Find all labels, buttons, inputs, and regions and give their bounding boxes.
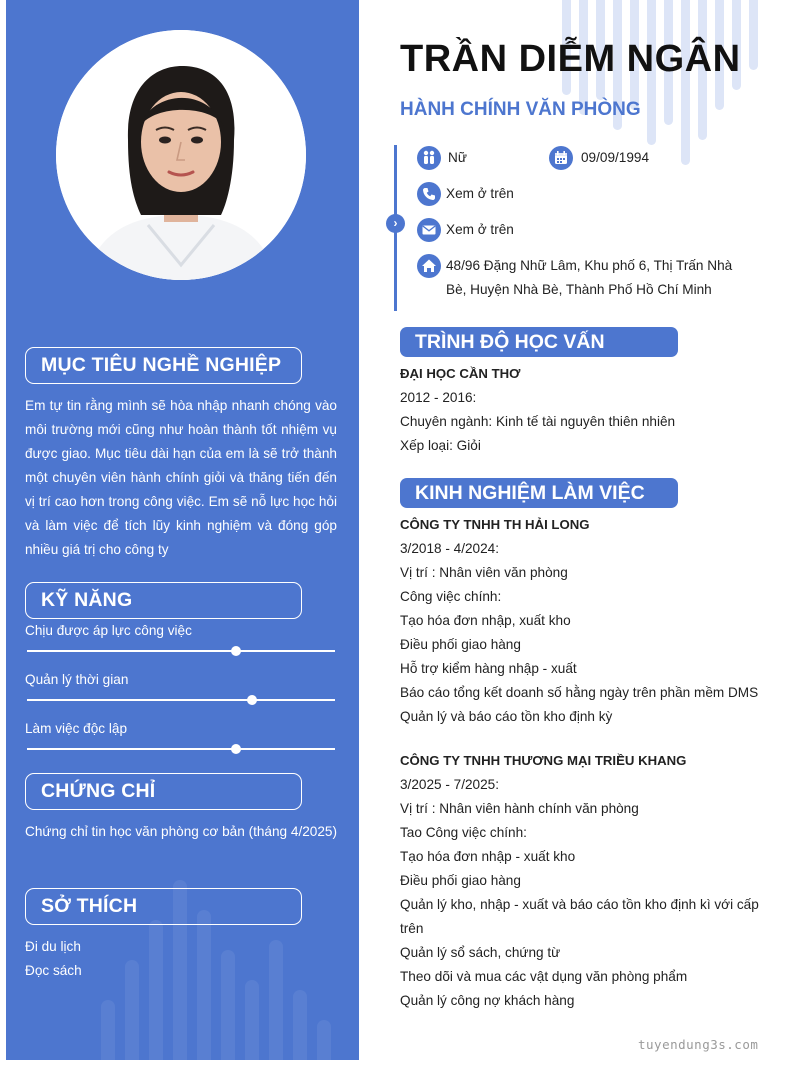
skill-level-dot <box>247 695 257 705</box>
job-entry <box>400 513 780 729</box>
skill-label: Chịu được áp lực công việc <box>25 623 192 638</box>
education-major: Chuyên ngành: Kinh tế tài nguyên thiên nhiên <box>400 414 676 429</box>
email-value: Xem ở trên <box>446 222 514 237</box>
education-grade: Xếp loại: Giỏi <box>400 438 481 453</box>
job-line: Vị trí : Nhân viên văn phòng <box>400 565 568 580</box>
email-icon <box>417 218 441 242</box>
skill-label: Làm việc độc lập <box>25 721 128 736</box>
job-line: 3/2018 - 4/2024: <box>400 541 500 556</box>
hobby-item: Đọc sách <box>25 963 82 978</box>
candidate-role: HÀNH CHÍNH VĂN PHÒNG <box>400 99 641 120</box>
education-section <box>400 362 780 458</box>
certificates-heading: CHỨNG CHỈ <box>25 773 302 810</box>
address-line: Bè, Huyện Nhà Bè, Thành Phố Hồ Chí Minh <box>446 282 712 297</box>
company-name: CÔNG TY TNHH THƯƠNG MẠI TRIỀU KHANG <box>400 753 687 768</box>
hobbies-heading: SỞ THÍCH <box>25 888 302 925</box>
job-line: Vị trí : Nhân viên hành chính văn phòng <box>400 801 639 816</box>
skill-bar <box>27 699 335 701</box>
gender-icon <box>417 146 441 170</box>
certificate-text: Chứng chỉ tin học văn phòng cơ bản (tháng 4/2025) <box>25 824 337 839</box>
job-line: Theo dõi và mua các vật dụng văn phòng phẩm <box>400 969 688 984</box>
skill-level-dot <box>231 646 241 656</box>
job-line: Điều phối giao hàng <box>400 637 521 652</box>
phone-icon <box>417 182 441 206</box>
skill-bar <box>27 650 335 652</box>
skills-heading: KỸ NĂNG <box>25 582 302 619</box>
phone-value: Xem ở trên <box>446 186 514 201</box>
job-line: Báo cáo tổng kết doanh số hằng ngày trên phần mềm DMS <box>400 685 759 700</box>
company-name: CÔNG TY TNHH TH HẢI LONG <box>400 517 590 532</box>
chevron-right-icon: › <box>386 214 405 233</box>
dob-value: 09/09/1994 <box>581 150 650 165</box>
hobby-item: Đi du lịch <box>25 939 81 954</box>
job-line: Hỗ trợ kiểm hàng nhập - xuất <box>400 661 577 676</box>
job-line: Tạo hóa đơn nhập, xuất kho <box>400 613 571 628</box>
education-period: 2012 - 2016: <box>400 390 477 405</box>
skill-label: Quản lý thời gian <box>25 672 129 687</box>
education-heading: TRÌNH ĐỘ HỌC VẤN <box>400 327 678 357</box>
skill-bar <box>27 748 335 750</box>
job-entry <box>400 749 780 1013</box>
watermark: tuyendung3s.com <box>638 1037 759 1052</box>
home-icon <box>417 254 441 278</box>
objective-text: Em tự tin rằng mình sẽ hòa nhập nhanh chóng vào môi trường mới cũng như hoàn thành tốt nhiệm vụ được giao. Mục tiêu dài hạn của em là sẽ trở thành một chuyên viên hành chính giỏi và thăng tiến đến vị trí cao hơn trong công việc. Em sẽ nỗ lực học hỏi và làm việc để tích lũy kinh nghiệm và đóng góp nhiều giá trị cho công ty <box>25 398 337 557</box>
experience-heading: KINH NGHIỆM LÀM VIỆC <box>400 478 678 508</box>
address-line: 48/96 Đặng Nhữ Lâm, Khu phố 6, Thị Trấn Nhà <box>446 258 733 273</box>
profile-photo <box>56 30 306 280</box>
avatar <box>56 30 306 280</box>
calendar-icon <box>549 146 573 170</box>
job-line: Công việc chính: <box>400 589 502 604</box>
job-line: Quản lý công nợ khách hàng <box>400 993 575 1008</box>
job-line: 3/2025 - 7/2025: <box>400 777 500 792</box>
job-line: Quản lý kho, nhập - xuất và báo cáo tồn kho định kì với cấp <box>400 897 759 912</box>
school-name: ĐẠI HỌC CẦN THƠ <box>400 366 521 381</box>
job-line: Quản lý sổ sách, chứng từ <box>400 945 561 960</box>
job-line: Quản lý và báo cáo tồn kho định kỳ <box>400 709 613 724</box>
job-line: Tao Công việc chính: <box>400 825 527 840</box>
skill-level-dot <box>231 744 241 754</box>
job-line: Điều phối giao hàng <box>400 873 521 888</box>
job-line: trên <box>400 921 424 936</box>
job-line: Tạo hóa đơn nhập - xuất kho <box>400 849 576 864</box>
candidate-name: TRẦN DIỄM NGÂN <box>400 38 741 80</box>
gender-value: Nữ <box>448 150 467 165</box>
objective-heading: MỤC TIÊU NGHỀ NGHIỆP <box>25 347 302 384</box>
left-sidebar <box>6 0 359 1060</box>
